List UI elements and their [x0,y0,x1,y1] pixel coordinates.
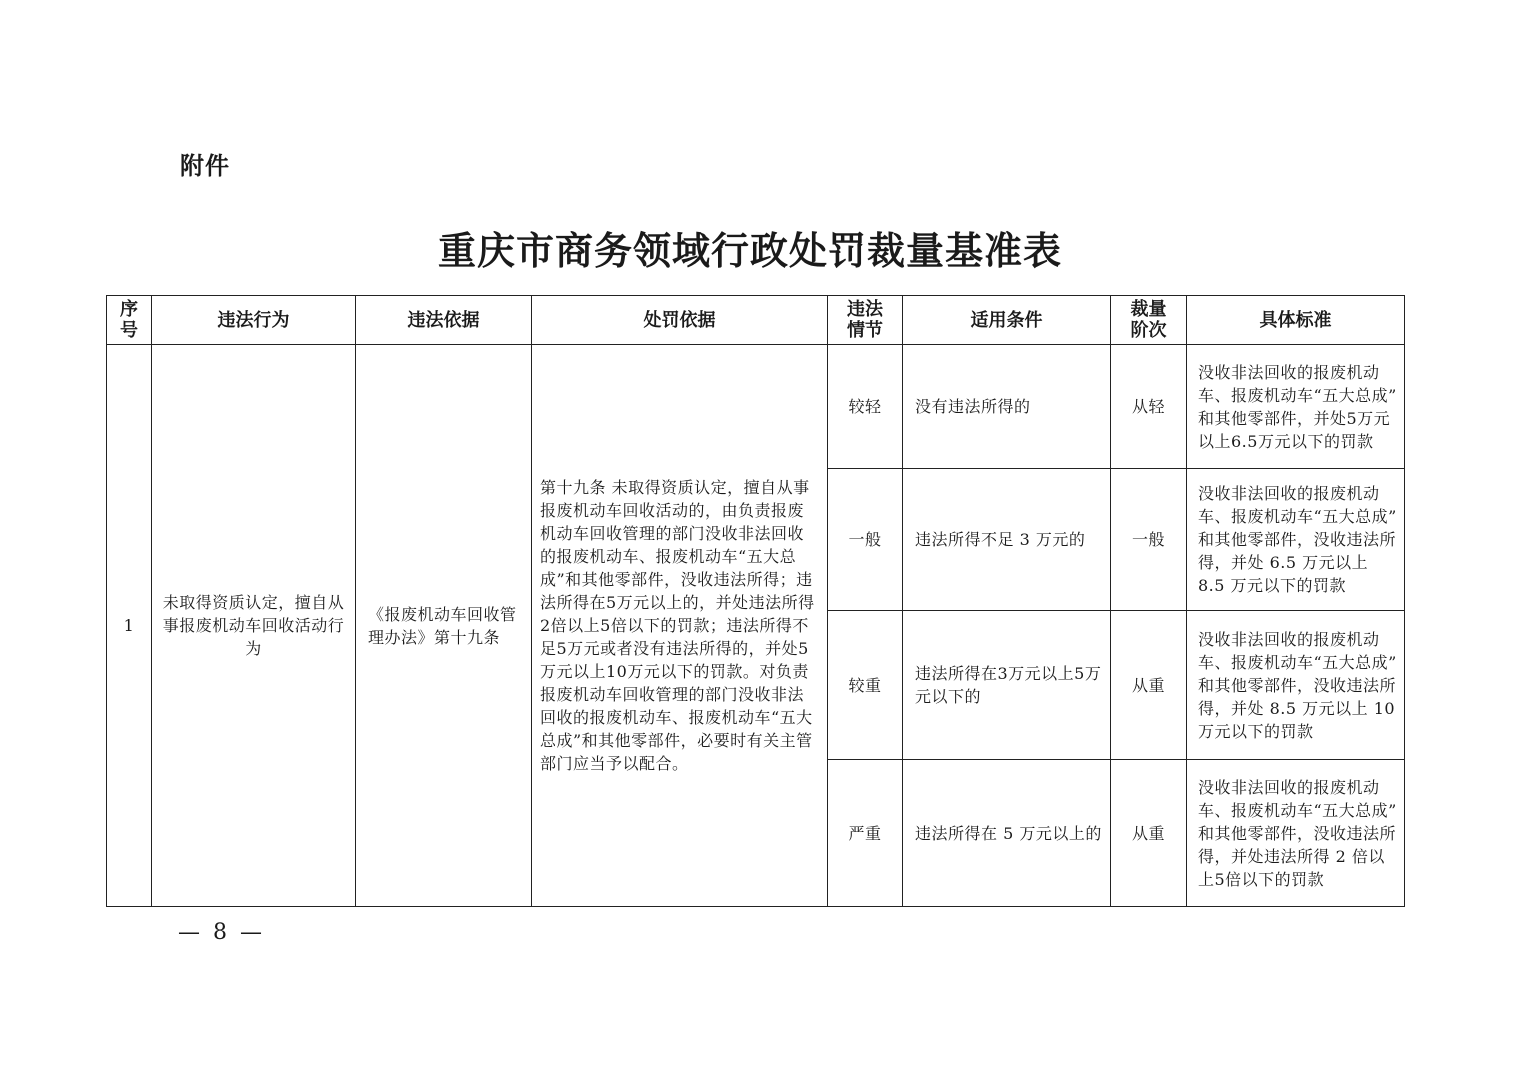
standard-cell: 没收非法回收的报废机动车、报废机动车“五大总成” 和其他零部件，并处5万元以上6.5万元以下的罚款 [1187,345,1405,469]
level-cell: 一般 [1111,469,1187,611]
penalty-basis-cell: 第十九条 未取得资质认定，擅自从事报废机动车回收活动的，由负责报废机动车回收管理的部门没收非法回收的报废机动车、报废机动车“五大总成”和其他零部件，没收违法所得；违法所得在5万元以上的，并处违法所得2倍以上5倍以下的罚款；违法所得不足5万元或者没有违法所得的，并处5万元以上10万元以下的罚款。对负责报废机动车回收管理的部门没收非法回收的报废机动车、报废机动车“五大总成”和其他零部件，必要时有关主管部门应当予以配合。 [532,345,828,907]
header-level: 裁量阶次 [1111,296,1187,345]
level-cell: 从重 [1111,760,1187,907]
table-row [107,345,1405,469]
condition-cell: 违法所得在3万元以上5万元以下的 [903,611,1111,760]
circumstance-cell: 一般 [828,469,903,611]
page-number: — 8 — [178,920,265,945]
standard-cell: 没收非法回收的报废机动车、报废机动车“五大总成” 和其他零部件，没收违法所得，并处 6.5 万元以上 8.5 万元以下的罚款 [1187,469,1405,611]
header-circumstance: 违法情节 [828,296,903,345]
condition-cell: 违法所得在 5 万元以上的 [903,760,1111,907]
header-seq: 序号 [107,296,152,345]
standard-cell: 没收非法回收的报废机动车、报废机动车“五大总成” 和其他零部件，没收违法所得，并处违法所得 2 倍以上5倍以下的罚款 [1187,760,1405,907]
condition-cell: 没有违法所得的 [903,345,1111,469]
level-cell: 从轻 [1111,345,1187,469]
document-title: 重庆市商务领域行政处罚裁量基准表 [437,229,1062,273]
circumstance-cell: 严重 [828,760,903,907]
header-violation: 违法行为 [152,296,356,345]
header-row [107,296,1405,345]
penalty-standards-table [106,295,1405,907]
circumstance-cell: 较重 [828,611,903,760]
attachment-label: 附件 [180,152,230,180]
header-violation-basis: 违法依据 [356,296,532,345]
circumstance-cell: 较轻 [828,345,903,469]
condition-cell: 违法所得不足 3 万元的 [903,469,1111,611]
header-conditions: 适用条件 [903,296,1111,345]
header-penalty-basis: 处罚依据 [532,296,828,345]
seq-cell: 1 [107,345,152,907]
level-cell: 从重 [1111,611,1187,760]
violation-basis-cell: 《报废机动车回收管理办法》第十九条 [356,345,532,907]
standard-cell: 没收非法回收的报废机动车、报废机动车“五大总成” 和其他零部件，没收违法所得，并处 8.5 万元以上 10 万元以下的罚款 [1187,611,1405,760]
violation-cell: 未取得资质认定，擅自从事报废机动车回收活动行为 [152,345,356,907]
header-standard: 具体标准 [1187,296,1405,345]
